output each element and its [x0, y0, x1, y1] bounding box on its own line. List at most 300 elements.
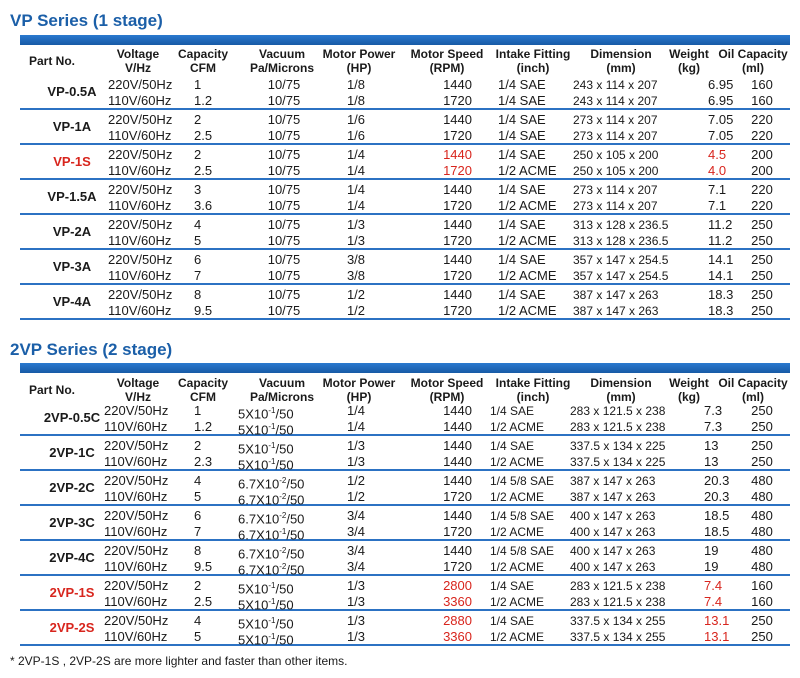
column-header	[318, 376, 400, 404]
voltage-cell: 110V/60Hz	[108, 198, 172, 213]
oil-capacity-cell: 250	[751, 252, 773, 267]
dimension-cell: 273 x 114 x 207	[573, 183, 658, 197]
vacuum-cell	[238, 629, 308, 648]
voltage-cell: 110V/60Hz	[104, 594, 168, 609]
motor-power-cell: 1/4	[346, 198, 366, 213]
table-row	[20, 613, 790, 632]
voltage-cell: 110V/60Hz	[108, 163, 172, 178]
capacity-cell: 6	[194, 508, 202, 523]
capacity-cell: 8	[194, 287, 202, 302]
vp2-series-title: 2VP Series (2 stage)	[10, 340, 173, 359]
vacuum-base: 6.7X10	[238, 527, 280, 543]
motor-speed-cell: 1720	[443, 268, 472, 283]
motor-speed-cell: 1440	[443, 77, 472, 92]
intake-fitting-cell: 1/2 ACME	[498, 268, 557, 283]
motor-power-cell: 1/6	[346, 112, 366, 127]
table-row	[20, 233, 790, 249]
oil-capacity-cell: 220	[751, 128, 773, 143]
motor-speed-cell: 1440	[443, 182, 472, 197]
motor-speed-cell: 2800	[443, 578, 472, 593]
weight-cell: 20.3	[704, 489, 730, 504]
column-header	[575, 376, 667, 404]
motor-speed-cell: 1720	[443, 303, 472, 318]
motor-power-cell: 3/4	[346, 543, 366, 558]
motor-speed-cell: 2880	[443, 613, 472, 628]
motor-speed-cell: 1440	[443, 147, 472, 162]
capacity-cell: 2	[194, 438, 202, 453]
vacuum-cell: 10/75	[267, 252, 301, 267]
table-row	[20, 403, 790, 422]
vacuum-cell: 10/75	[267, 182, 301, 197]
column-header-unit: (HP)	[346, 390, 372, 404]
intake-fitting-cell: 1/4 5/8 SAE	[490, 509, 555, 523]
oil-capacity-cell: 480	[751, 543, 773, 558]
intake-fitting-cell: 1/2 ACME	[490, 525, 545, 539]
column-header-unit: Pa/Microns	[249, 390, 315, 404]
part-number: VP-1S	[53, 153, 91, 169]
oil-capacity-cell: 250	[751, 629, 773, 644]
product-group	[20, 506, 790, 541]
motor-speed-cell: 1720	[443, 559, 472, 574]
column-header	[490, 47, 576, 75]
weight-cell: 13.1	[704, 613, 730, 628]
product-group	[20, 250, 790, 285]
voltage-cell: 220V/50Hz	[108, 147, 173, 162]
vacuum-cell: 10/75	[267, 268, 301, 283]
oil-capacity-cell: 250	[751, 303, 773, 318]
column-header	[716, 47, 790, 75]
intake-fitting-cell: 1/4 SAE	[490, 439, 535, 453]
column-header-unit: (RPM)	[429, 61, 465, 75]
part-number: 2VP-4C	[49, 549, 95, 565]
oil-capacity-cell: 250	[751, 454, 773, 469]
table-row	[20, 287, 790, 303]
column-header-unit: (inch)	[516, 61, 550, 75]
dimension-cell: 337.5 x 134 x 255	[570, 630, 666, 644]
column-header-unit: (HP)	[346, 61, 372, 75]
voltage-cell: 110V/60Hz	[104, 454, 168, 469]
intake-fitting-cell: 1/4 SAE	[498, 182, 546, 197]
column-header-unit: CFM	[190, 390, 216, 404]
column-header-label: Oil Capacity	[718, 47, 788, 61]
vacuum-suffix: /50	[275, 632, 294, 648]
voltage-cell: 220V/50Hz	[108, 217, 173, 232]
column-header	[242, 47, 322, 75]
vacuum-cell: 10/75	[267, 287, 301, 302]
dimension-cell: 273 x 114 x 207	[573, 199, 658, 213]
vacuum-cell: 10/75	[267, 217, 301, 232]
oil-capacity-cell: 220	[751, 182, 773, 197]
dimension-cell: 313 x 128 x 236.5	[573, 218, 669, 232]
dimension-cell: 243 x 114 x 207	[573, 78, 658, 92]
dimension-cell: 357 x 147 x 254.5	[573, 269, 669, 283]
motor-power-cell: 1/2	[346, 473, 366, 488]
dimension-cell: 400 x 147 x 263	[570, 544, 656, 558]
oil-capacity-cell: 250	[751, 419, 773, 434]
column-header	[668, 376, 710, 404]
dimension-cell: 283 x 121.5 x 238	[570, 595, 666, 609]
intake-fitting-cell: 1/4 SAE	[490, 404, 535, 418]
vacuum-suffix: /50	[275, 581, 294, 597]
vacuum-suffix: /50	[275, 406, 294, 422]
oil-capacity-cell: 250	[751, 233, 773, 248]
column-header-label: Vacuum	[258, 376, 306, 390]
vacuum-exponent: -2	[279, 476, 287, 485]
weight-cell: 7.4	[704, 578, 723, 593]
vacuum-suffix: /50	[286, 527, 305, 543]
table-row	[20, 489, 790, 508]
weight-cell: 4.0	[708, 163, 727, 178]
voltage-cell: 220V/50Hz	[104, 438, 169, 453]
capacity-cell: 6	[194, 252, 202, 267]
weight-cell: 7.3	[704, 419, 723, 434]
part-number: 2VP-0.5C	[43, 409, 101, 425]
column-header-unit: (kg)	[678, 61, 700, 75]
vacuum-base: 6.7X10	[238, 492, 280, 508]
weight-cell: 13.1	[704, 629, 730, 644]
vacuum-cell: 10/75	[267, 233, 301, 248]
column-header	[170, 47, 236, 75]
motor-power-cell: 1/3	[346, 629, 366, 644]
oil-capacity-cell: 160	[751, 578, 773, 593]
dimension-cell: 243 x 114 x 207	[573, 94, 658, 108]
column-header-unit: (mm)	[606, 390, 636, 404]
oil-capacity-cell: 220	[751, 198, 773, 213]
product-group	[20, 611, 790, 646]
table-row	[20, 508, 790, 527]
weight-cell: 18.3	[708, 303, 734, 318]
column-header-label: Motor Speed	[410, 47, 484, 61]
table-row	[20, 163, 790, 179]
weight-cell: 11.2	[708, 233, 733, 248]
intake-fitting-cell: 1/2 ACME	[498, 303, 557, 318]
column-header-unit: (mm)	[606, 61, 636, 75]
dimension-cell: 283 x 121.5 x 238	[570, 404, 666, 418]
intake-fitting-cell: 1/2 ACME	[498, 233, 557, 248]
table-row	[20, 77, 790, 93]
product-group	[20, 436, 790, 471]
table-row	[20, 594, 790, 613]
column-header-unit: V/Hz	[124, 390, 151, 404]
intake-fitting-cell: 1/2 ACME	[490, 420, 545, 434]
motor-power-cell: 3/8	[346, 268, 366, 283]
motor-speed-cell: 1720	[443, 524, 472, 539]
weight-cell: 18.5	[704, 508, 730, 523]
vacuum-cell: 10/75	[267, 198, 301, 213]
voltage-cell: 110V/60Hz	[104, 629, 168, 644]
column-header-label: Dimension	[590, 47, 652, 61]
vacuum-suffix: /50	[286, 476, 305, 492]
dimension-cell: 387 x 147 x 263	[573, 288, 659, 302]
voltage-cell: 220V/50Hz	[104, 403, 169, 418]
column-header	[668, 47, 710, 75]
weight-cell: 7.4	[704, 594, 723, 609]
motor-power-cell: 1/2	[346, 303, 366, 318]
oil-capacity-cell: 250	[751, 217, 773, 232]
intake-fitting-cell: 1/2 ACME	[490, 630, 545, 644]
dimension-cell: 273 x 114 x 207	[573, 113, 658, 127]
dimension-cell: 250 x 105 x 200	[573, 164, 659, 178]
voltage-cell: 110V/60Hz	[108, 128, 172, 143]
weight-cell: 7.1	[708, 182, 727, 197]
capacity-cell: 8	[194, 543, 202, 558]
vacuum-exponent: -2	[279, 492, 287, 501]
vacuum-exponent: -2	[279, 511, 287, 520]
table-row	[20, 252, 790, 268]
vacuum-suffix: /50	[286, 562, 305, 578]
oil-capacity-cell: 480	[751, 524, 773, 539]
column-header-label: Weight	[669, 47, 709, 61]
motor-speed-cell: 1720	[443, 198, 472, 213]
dimension-cell: 400 x 147 x 263	[570, 509, 656, 523]
column-header-label: Motor Power	[322, 47, 396, 61]
part-number: 2VP-3C	[49, 514, 95, 530]
weight-cell: 13	[704, 454, 719, 469]
intake-fitting-cell: 1/4 SAE	[498, 252, 546, 267]
motor-speed-cell: 1440	[443, 112, 472, 127]
vacuum-base: 5X10	[238, 406, 269, 422]
vp-series-table	[20, 45, 790, 325]
vacuum-exponent: -1	[268, 406, 276, 415]
vacuum-exponent: -1	[268, 632, 276, 641]
vacuum-exponent: -1	[268, 441, 276, 450]
dimension-cell: 337.5 x 134 x 225	[570, 455, 666, 469]
vacuum-exponent: -1	[268, 422, 276, 431]
capacity-cell: 1	[194, 77, 202, 92]
dimension-cell: 337.5 x 134 x 255	[570, 614, 666, 628]
intake-fitting-cell: 1/4 SAE	[498, 217, 546, 232]
column-header	[100, 47, 176, 75]
motor-speed-cell: 1720	[443, 233, 472, 248]
vp-series-title: VP Series (1 stage)	[10, 11, 163, 30]
table-row	[20, 268, 790, 284]
motor-speed-cell: 1440	[443, 419, 472, 434]
intake-fitting-cell: 1/4 5/8 SAE	[490, 474, 555, 488]
part-number: VP-3A	[52, 258, 92, 274]
vacuum-exponent: -1	[268, 597, 276, 606]
oil-capacity-cell: 250	[751, 268, 773, 283]
oil-capacity-cell: 480	[751, 508, 773, 523]
intake-fitting-cell: 1/4 SAE	[498, 77, 546, 92]
table-row	[20, 629, 790, 648]
table-row	[20, 524, 790, 543]
table-row	[20, 543, 790, 562]
dimension-cell: 273 x 114 x 207	[573, 129, 658, 143]
voltage-cell: 220V/50Hz	[104, 613, 169, 628]
column-header-label: Part No.	[28, 54, 75, 68]
intake-fitting-cell: 1/4 SAE	[498, 93, 546, 108]
capacity-cell: 7	[194, 268, 202, 283]
motor-speed-cell: 3360	[443, 594, 472, 609]
vacuum-base: 6.7X10	[238, 511, 280, 527]
motor-power-cell: 1/3	[346, 454, 366, 469]
part-number: VP-1A	[52, 118, 92, 134]
motor-power-cell: 1/8	[346, 77, 366, 92]
column-header	[170, 376, 236, 404]
part-number: 2VP-1C	[49, 444, 95, 460]
intake-fitting-cell: 1/4 SAE	[490, 579, 535, 593]
vacuum-exponent: -2	[279, 546, 287, 555]
motor-power-cell: 1/3	[346, 613, 366, 628]
capacity-cell: 2.5	[194, 128, 213, 143]
vacuum-exponent: -1	[279, 527, 287, 536]
column-header-label: Capacity	[177, 47, 229, 61]
dimension-cell: 400 x 147 x 263	[570, 560, 656, 574]
product-group	[20, 215, 790, 250]
vacuum-cell: 10/75	[267, 128, 301, 143]
capacity-cell: 2	[194, 578, 202, 593]
vacuum-base: 6.7X10	[238, 476, 280, 492]
column-header-unit: (inch)	[516, 390, 550, 404]
capacity-cell: 2.3	[194, 454, 213, 469]
dimension-cell: 387 x 147 x 263	[570, 490, 656, 504]
capacity-cell: 4	[194, 613, 202, 628]
oil-capacity-cell: 480	[751, 473, 773, 488]
table-row	[20, 473, 790, 492]
column-header	[20, 383, 84, 397]
table-row	[20, 303, 790, 319]
motor-speed-cell: 1720	[443, 163, 472, 178]
vacuum-suffix: /50	[275, 457, 294, 473]
table-row	[20, 147, 790, 163]
column-header-label: Intake Fitting	[495, 47, 571, 61]
voltage-cell: 220V/50Hz	[104, 543, 169, 558]
column-header	[404, 47, 490, 75]
oil-capacity-cell: 250	[751, 403, 773, 418]
vacuum-exponent: -1	[268, 581, 276, 590]
vacuum-suffix: /50	[275, 616, 294, 632]
vacuum-suffix: /50	[286, 546, 305, 562]
capacity-cell: 9.5	[194, 303, 213, 318]
vacuum-base: 6.7X10	[238, 562, 280, 578]
capacity-cell: 7	[194, 524, 202, 539]
part-number: 2VP-2C	[49, 479, 95, 495]
capacity-cell: 3	[194, 182, 202, 197]
table-row	[20, 559, 790, 578]
column-header-unit: CFM	[190, 61, 216, 75]
capacity-cell: 2	[194, 147, 202, 162]
table-row	[20, 217, 790, 233]
table-row	[20, 112, 790, 128]
oil-capacity-cell: 480	[751, 489, 773, 504]
intake-fitting-cell: 1/2 ACME	[490, 595, 545, 609]
intake-fitting-cell: 1/2 ACME	[490, 490, 545, 504]
intake-fitting-cell: 1/4 5/8 SAE	[490, 544, 555, 558]
oil-capacity-cell: 250	[751, 613, 773, 628]
motor-power-cell: 1/4	[346, 163, 366, 178]
intake-fitting-cell: 1/4 SAE	[498, 147, 546, 162]
weight-cell: 14.1	[708, 252, 734, 267]
dimension-cell: 400 x 147 x 263	[570, 525, 656, 539]
motor-speed-cell: 3360	[443, 629, 472, 644]
intake-fitting-cell: 1/2 ACME	[498, 163, 557, 178]
table-row	[20, 438, 790, 457]
capacity-cell: 2.5	[194, 594, 213, 609]
column-header-label: Capacity	[177, 376, 229, 390]
column-header	[575, 47, 667, 75]
column-header-label: Dimension	[590, 376, 652, 390]
column-header-label: Intake Fitting	[495, 376, 571, 390]
vacuum-suffix: /50	[275, 441, 294, 457]
motor-power-cell: 3/4	[346, 559, 366, 574]
motor-power-cell: 1/3	[346, 438, 366, 453]
vacuum-suffix: /50	[286, 511, 305, 527]
motor-speed-cell: 1440	[443, 287, 472, 302]
weight-cell: 18.5	[704, 524, 730, 539]
motor-speed-cell: 1720	[443, 128, 472, 143]
weight-cell: 7.05	[708, 128, 734, 143]
oil-capacity-cell: 480	[751, 559, 773, 574]
oil-capacity-cell: 200	[751, 147, 773, 162]
intake-fitting-cell: 1/4 SAE	[498, 128, 546, 143]
vacuum-suffix: /50	[286, 492, 305, 508]
column-header	[716, 376, 790, 404]
weight-cell: 6.95	[708, 93, 734, 108]
voltage-cell: 110V/60Hz	[104, 559, 168, 574]
column-header-label: Oil Capacity	[718, 376, 788, 390]
motor-speed-cell: 1720	[443, 93, 472, 108]
intake-fitting-cell: 1/4 SAE	[498, 287, 546, 302]
vacuum-base: 5X10	[238, 441, 269, 457]
motor-power-cell: 1/4	[346, 147, 366, 162]
product-group	[20, 576, 790, 611]
part-number: VP-2A	[52, 223, 92, 239]
part-number: 2VP-2S	[49, 619, 95, 635]
column-header	[20, 54, 84, 68]
motor-speed-cell: 1440	[443, 473, 472, 488]
voltage-cell: 110V/60Hz	[104, 489, 168, 504]
voltage-cell: 110V/60Hz	[108, 93, 172, 108]
vacuum-suffix: /50	[275, 422, 294, 438]
motor-power-cell: 1/8	[346, 93, 366, 108]
weight-cell: 19	[704, 559, 719, 574]
vacuum-cell: 10/75	[267, 147, 301, 162]
motor-power-cell: 1/4	[346, 419, 366, 434]
part-number: VP-4A	[52, 293, 92, 309]
voltage-cell: 220V/50Hz	[108, 287, 173, 302]
column-header	[242, 376, 322, 404]
capacity-cell: 1	[194, 403, 202, 418]
intake-fitting-cell: 1/4 SAE	[490, 614, 535, 628]
column-header	[318, 47, 400, 75]
vacuum-exponent: -1	[268, 457, 276, 466]
dimension-cell: 387 x 147 x 263	[570, 474, 656, 488]
oil-capacity-cell: 160	[751, 77, 773, 92]
part-number: VP-0.5A	[47, 83, 97, 99]
product-group	[20, 471, 790, 506]
dimension-cell: 313 x 128 x 236.5	[573, 234, 669, 248]
table-row	[20, 578, 790, 597]
column-header-label: Voltage	[116, 47, 160, 61]
weight-cell: 7.3	[704, 403, 723, 418]
vp2-header-bar	[20, 363, 790, 373]
dimension-cell: 283 x 121.5 x 238	[570, 579, 666, 593]
weight-cell: 20.3	[704, 473, 730, 488]
column-header-unit: (kg)	[678, 390, 700, 404]
table-row	[20, 198, 790, 214]
voltage-cell: 110V/60Hz	[108, 233, 172, 248]
weight-cell: 18.3	[708, 287, 734, 302]
vacuum-suffix: /50	[275, 597, 294, 613]
part-number: VP-1.5A	[47, 188, 97, 204]
vacuum-base: 5X10	[238, 422, 269, 438]
intake-fitting-cell: 1/2 ACME	[490, 455, 545, 469]
table-row	[20, 93, 790, 109]
capacity-cell: 5	[194, 233, 202, 248]
motor-power-cell: 1/3	[346, 217, 366, 232]
voltage-cell: 220V/50Hz	[104, 508, 169, 523]
oil-capacity-cell: 200	[751, 163, 773, 178]
